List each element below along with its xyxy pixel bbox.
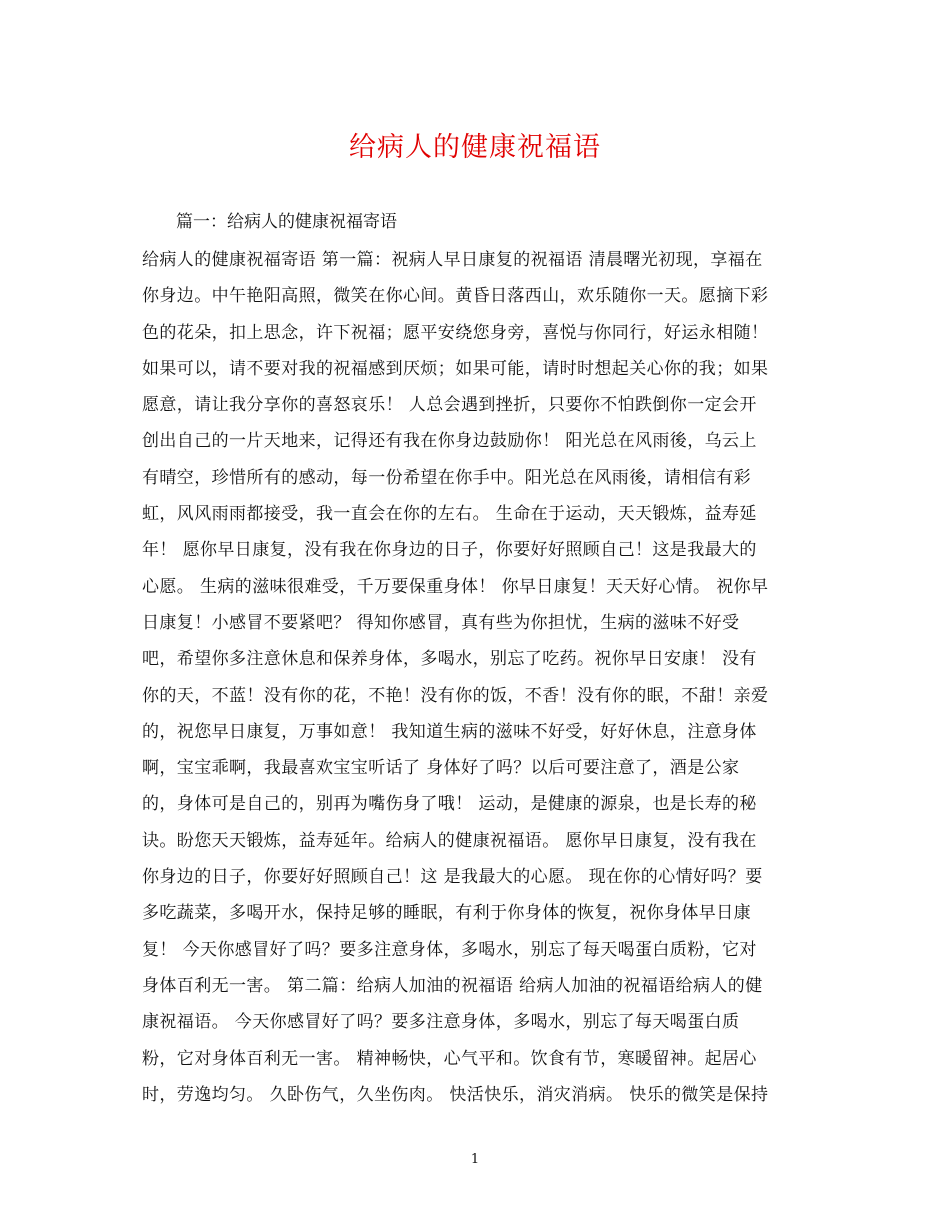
text-line: 虹，风风雨雨都接受，我一直会在你的左右。 生命在于运动，天天锻炼，益寿延: [142, 504, 757, 525]
text-line: 创出自己的一片天地来，记得还有我在你身边鼓励你！ 阳光总在风雨後，乌云上: [142, 431, 757, 452]
text-line: 粉，它对身体百利无一害。 精神畅快，心气平和。饮食有节，寒暖留神。起居心: [142, 1048, 757, 1069]
body-paragraph: [142, 242, 822, 1113]
text-line: 多吃蔬菜，多喝开水，保持足够的睡眠，有利于你身体的恢复，祝你身体早日康: [142, 903, 751, 924]
page-number: 1: [470, 1152, 480, 1167]
text-line: 时，劳逸均匀。 久卧伤气，久坐伤肉。 快活快乐，消灾消病。 快乐的微笑是保持: [142, 1084, 769, 1105]
text-line: 身体百利无一害。 第二篇：给病人加油的祝福语 给病人加油的祝福语给病人的健: [142, 975, 763, 996]
text-line: 复！ 今天你感冒好了吗？要多注意身体，多喝水，别忘了每天喝蛋白质粉，它对: [142, 939, 757, 960]
text-line: 有晴空，珍惜所有的感动，每一份希望在你手中。阳光总在风雨後，请相信有彩: [142, 467, 751, 488]
text-line: 的，身体可是自己的，别再为嘴伤身了哦！ 运动，是健康的源泉，也是长寿的秘: [142, 794, 757, 815]
text-line: 你的天，不蓝！没有你的花，不艳！没有你的饭，不香！没有你的眠，不甜！亲爱: [142, 685, 769, 706]
text-line: 心愿。 生病的滋味很难受，千万要保重身体！ 你早日康复！天天好心情。 祝你早: [142, 576, 769, 597]
document-title: 给病人的健康祝福语: [349, 132, 601, 163]
text-line: 你身边的日子，你要好好照顾自己！这 是我最大的心愿。 现在你的心情好吗？要: [142, 867, 763, 888]
text-line: 诀。盼您天天锻炼，益寿延年。给病人的健康祝福语。 愿你早日康复，没有我在: [142, 830, 757, 851]
text-line: 你身边。中午艳阳高照，微笑在你心间。黄昏日落西山，欢乐随你一天。愿摘下彩: [142, 286, 769, 307]
text-line: 吧，希望你多注意休息和保养身体，多喝水，别忘了吃药。祝你早日安康！ 没有: [142, 649, 757, 670]
text-line: 色的花朵，扣上思念，许下祝福；愿平安绕您身旁，喜悦与你同行，好运永相随！: [142, 322, 769, 343]
text-line: 的，祝您早日康复，万事如意！ 我知道生病的滋味不好受，好好休息，注意身体: [142, 721, 757, 742]
text-line: 康祝福语。 今天你感冒好了吗？要多注意身体，多喝水，别忘了每天喝蛋白质: [142, 1012, 740, 1033]
text-line: 年！ 愿你早日康复，没有我在你身边的日子，你要好好照顾自己！这是我最大的: [142, 540, 757, 561]
text-line: 日康复！小感冒不要紧吧？ 得知你感冒，真有些为你担忧，生病的滋味不好受: [142, 612, 740, 633]
text-line: 给病人的健康祝福寄语 第一篇：祝病人早日康复的祝福语 清晨曙光初现，享福在: [142, 250, 763, 270]
text-line: 如果可以，请不要对我的祝福感到厌烦；如果可能，请时时想起关心你的我；如果: [142, 358, 769, 379]
section-heading: 篇一：给病人的健康祝福寄语: [176, 212, 397, 232]
text-line: 愿意，请让我分享你的喜怒哀乐！ 人总会遇到挫折，只要你不怕跌倒你一定会开: [142, 395, 757, 416]
text-line: 啊，宝宝乖啊，我最喜欢宝宝听话了 身体好了吗？以后可要注意了，酒是公家: [142, 758, 740, 779]
